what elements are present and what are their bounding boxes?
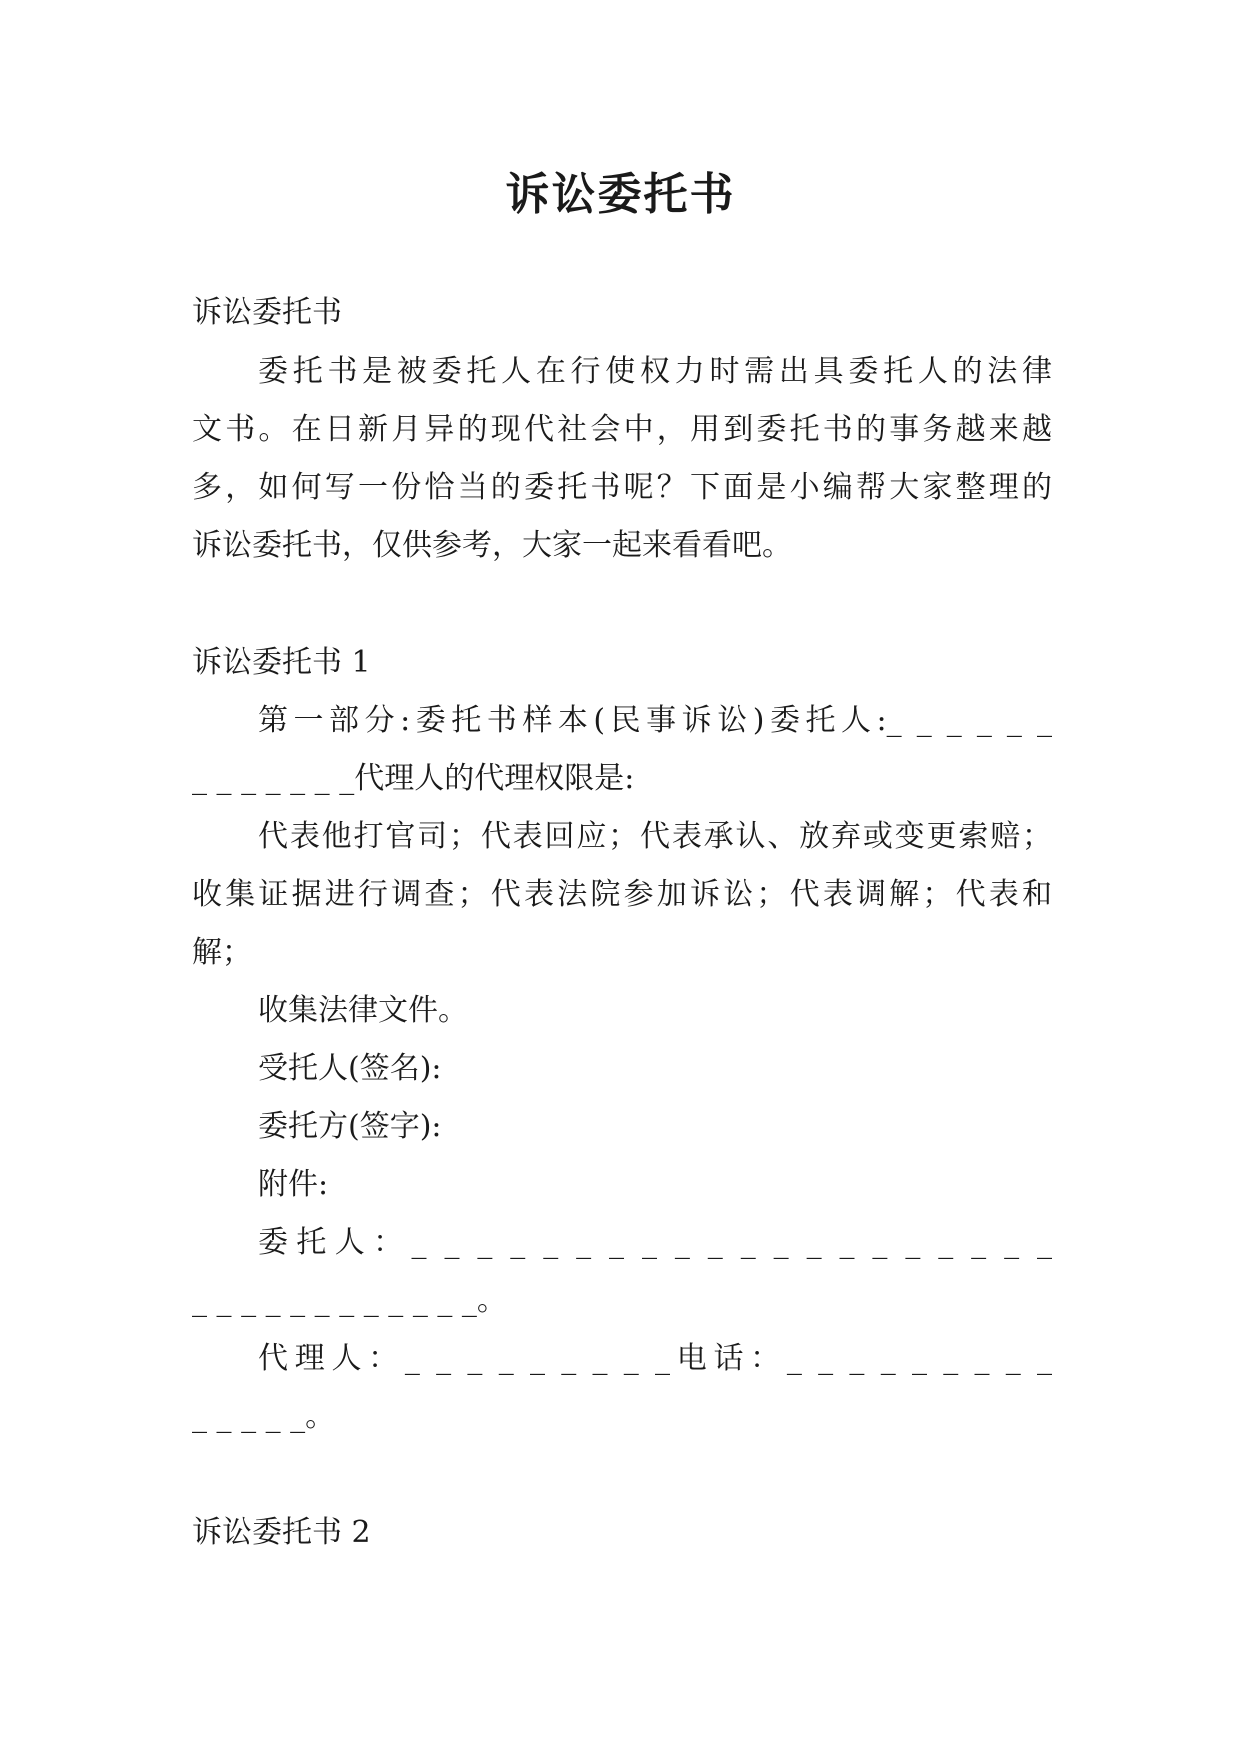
collect-documents: 收集法律文件。: [258, 993, 468, 1028]
part1-line-2: _ _ _ _ _ _ _代理人的代理权限是:: [192, 761, 635, 796]
intro-line-3: 多，如何写一份恰当的委托书呢？下面是小编帮大家整理的: [192, 470, 1052, 505]
agent-phone-line-2: _ _ _ _ _。: [192, 1399, 336, 1434]
attachment-label: 附件:: [258, 1167, 329, 1202]
section1-heading: 诉讼委托书 1: [192, 645, 371, 680]
powers-line-2: 收集证据进行调查；代表法院参加诉讼；代表调解；代表和: [192, 877, 1052, 912]
intro-line-4: 诉讼委托书，仅供参考，大家一起来看看吧。: [192, 528, 792, 563]
client-line-1: 委托人：_ _ _ _ _ _ _ _ _ _ _ _ _ _ _ _ _ _ _ _: [258, 1225, 1052, 1260]
agent-phone-line-1: 代理人：_ _ _ _ _ _ _ _ _电话：_ _ _ _ _ _ _ _ _: [258, 1341, 1052, 1376]
trustee-signature: 受托人(签名):: [258, 1051, 442, 1086]
intro-heading: 诉讼委托书: [192, 295, 342, 330]
section2-heading: 诉讼委托书 2: [192, 1515, 371, 1550]
intro-line-2: 文书。在日新月异的现代社会中，用到委托书的事务越来越: [192, 412, 1052, 447]
powers-line-1: 代表他打官司；代表回应；代表承认、放弃或变更索赔；: [258, 819, 1052, 854]
powers-line-3: 解；: [192, 935, 252, 970]
client-signature: 委托方(签字):: [258, 1109, 442, 1144]
intro-line-1: 委托书是被委托人在行使权力时需出具委托人的法律: [258, 354, 1052, 389]
client-line-2: _ _ _ _ _ _ _ _ _ _ _ _。: [192, 1283, 507, 1318]
document-title: 诉讼委托书: [505, 169, 736, 220]
part1-line-1: 第一部分:委托书样本(民事诉讼)委托人:_ _ _ _ _ _: [258, 703, 1052, 738]
